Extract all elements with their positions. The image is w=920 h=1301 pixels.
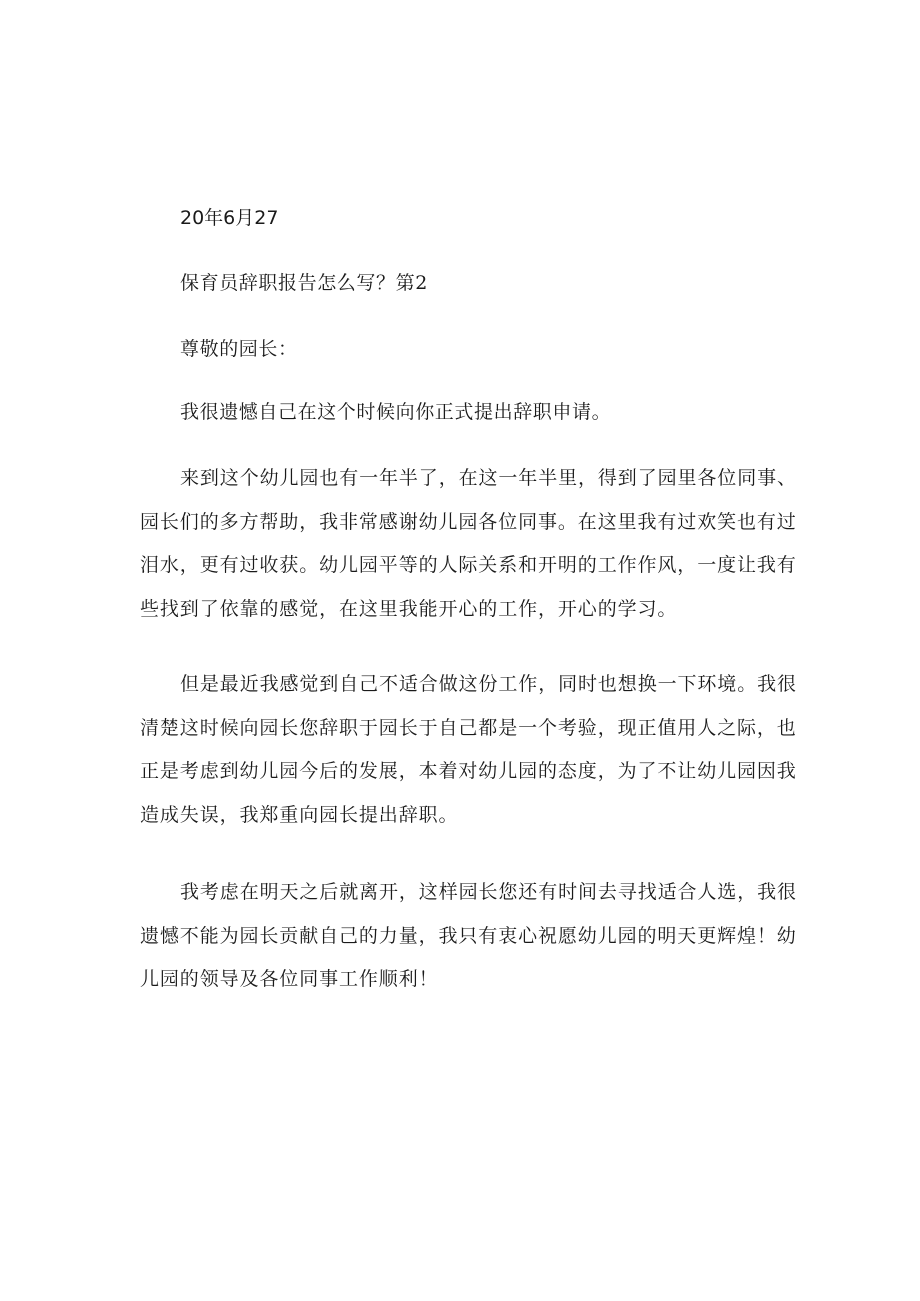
document-title: 保育员辞职报告怎么写？第2 [180,272,428,294]
body-paragraph-2: 但是最近我感觉到自己不适合做这份工作，同时也想换一下环境。我很清楚这时候向园长您辞职于园长于自己都是一个考验，现正值用人之际，也正是考虑到幼儿园今后的发展，本着对幼儿园的态度，为了不让幼儿园因我造成失误，我郑重向园长提出辞职。 [140,673,797,826]
intro-sentence: 我很遗憾自己在这个时候向你正式提出辞职申请。 [180,401,612,423]
body-paragraph-1: 来到这个幼儿园也有一年半了，在这一年半里，得到了园里各位同事、园长们的多方帮助，我非常感谢幼儿园各位同事。在这里我有过欢笑也有过泪水，更有过收获。幼儿园平等的人际关系和开明的工作作风，一度让我有些找到了依靠的感觉，在这里我能开心的工作，开心的学习。 [140,467,797,620]
salutation: 尊敬的园长： [180,338,298,360]
document-date: 20年6月27 [180,207,279,229]
body-paragraph-3: 我考虑在明天之后就离开，这样园长您还有时间去寻找适合人选，我很遗憾不能为园长贡献自己的力量，我只有衷心祝愿幼儿园的明天更辉煌！幼儿园的领导及各位同事工作顺利！ [140,881,797,991]
